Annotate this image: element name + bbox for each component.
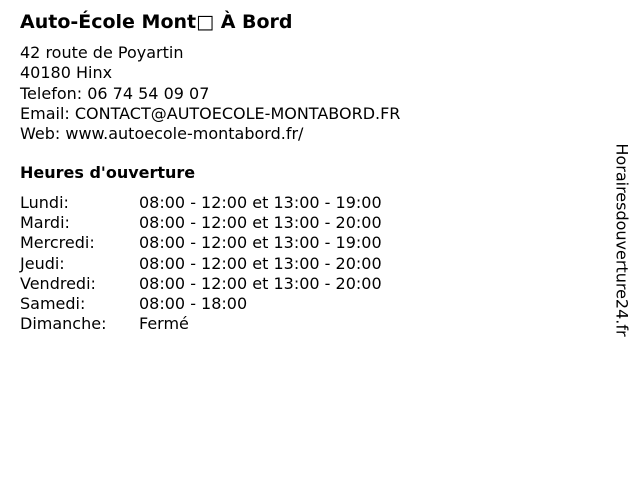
hours-row-friday [20, 274, 382, 294]
phone-line: Telefon: 06 74 54 09 07 [20, 83, 210, 103]
hours-row-sunday [20, 314, 382, 334]
email-line: Email: CONTACT@AUTOECOLE-MONTABORD.FR [20, 103, 401, 123]
hours-day: Jeudi: [20, 253, 65, 273]
opening-hours-heading: Heures d'ouverture [20, 163, 196, 182]
hours-time: 08:00 - 12:00 et 13:00 - 20:00 [139, 253, 382, 273]
hours-day: Samedi: [20, 294, 86, 314]
hours-day: Dimanche: [20, 314, 107, 334]
hours-time: 08:00 - 12:00 et 13:00 - 19:00 [139, 193, 382, 212]
street-address: 42 route de Poyartin [20, 43, 184, 62]
hours-row-tuesday [20, 213, 382, 233]
hours-day: Vendredi: [20, 273, 96, 293]
business-name: Auto-École Mont□ À Bord [20, 11, 293, 33]
opening-hours-table [20, 193, 382, 334]
address-block [20, 43, 400, 144]
watermark-text: Horairesdouverture24.fr [613, 143, 633, 337]
hours-row-saturday [20, 294, 382, 314]
hours-row-monday [20, 193, 382, 213]
city-postcode: 40180 Hinx [20, 63, 113, 83]
hours-day: Mercredi: [20, 233, 95, 253]
hours-time: Fermé [139, 314, 189, 334]
hours-row-thursday [20, 254, 382, 274]
hours-time: 08:00 - 12:00 et 13:00 - 20:00 [139, 213, 382, 233]
hours-day: Lundi: [20, 193, 69, 212]
web-line: Web: www.autoecole-montabord.fr/ [20, 124, 304, 144]
hours-time: 08:00 - 12:00 et 13:00 - 20:00 [139, 273, 382, 293]
site-watermark [610, 135, 634, 345]
hours-row-wednesday [20, 233, 382, 253]
hours-day: Mardi: [20, 213, 70, 233]
hours-time: 08:00 - 12:00 et 13:00 - 19:00 [139, 233, 382, 253]
hours-time: 08:00 - 18:00 [139, 294, 248, 314]
